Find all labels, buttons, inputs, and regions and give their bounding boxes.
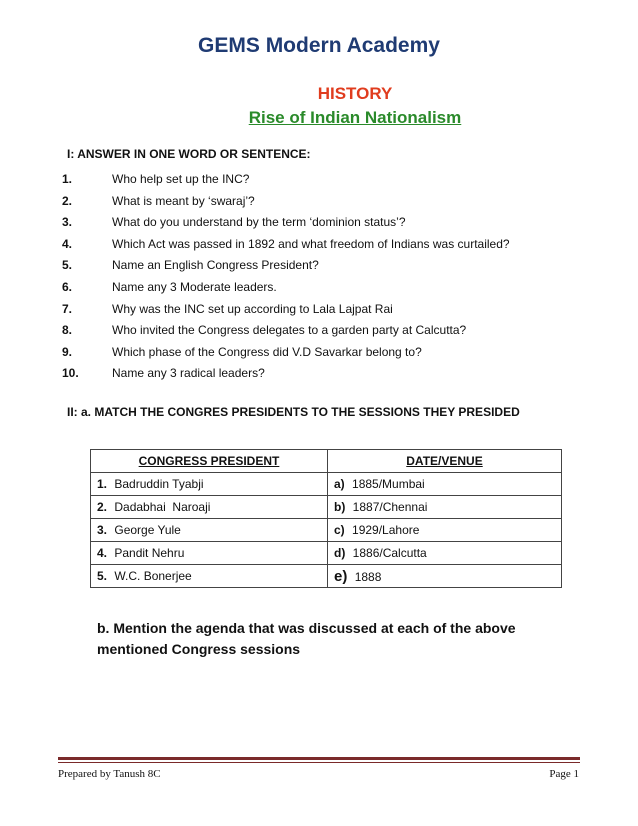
question-item xyxy=(62,258,582,280)
row-number: 3. xyxy=(97,523,108,537)
topic-title xyxy=(0,108,638,128)
question-item xyxy=(62,345,582,367)
footer-divider-thick xyxy=(58,757,580,760)
question-item xyxy=(62,323,582,345)
topic-text: Rise of Indian Nationalism xyxy=(248,108,462,127)
column-header-president: CONGRESS PRESIDENT xyxy=(91,450,328,473)
venue-text: 1886/Calcutta xyxy=(352,546,427,560)
president-cell xyxy=(91,542,328,565)
question-number: 8. xyxy=(62,323,73,338)
row-letter: b) xyxy=(334,500,346,514)
venue-text: 1885/Mumbai xyxy=(352,477,425,491)
venue-cell xyxy=(328,542,562,565)
question-item xyxy=(62,237,582,259)
venue-text: 1887/Chennai xyxy=(352,500,428,514)
president-name: George Yule xyxy=(114,523,181,537)
question-text: Name an English Congress President? xyxy=(112,258,319,273)
subject-title xyxy=(0,84,638,104)
venue-cell xyxy=(328,473,562,496)
question-text: Name any 3 radical leaders? xyxy=(112,366,265,381)
president-cell xyxy=(91,565,328,588)
president-name: Dadabhai Naroaji xyxy=(114,500,211,514)
venue-cell xyxy=(328,496,562,519)
row-letter: a) xyxy=(334,477,345,491)
footer-author: Prepared by Tanush 8C xyxy=(58,768,161,780)
question-number: 3. xyxy=(62,215,73,230)
question-item xyxy=(62,280,582,302)
question-item xyxy=(62,172,582,194)
question-number: 7. xyxy=(62,301,73,316)
president-name: Pandit Nehru xyxy=(114,546,185,560)
table-row xyxy=(91,473,562,496)
question-number: 1. xyxy=(62,172,73,186)
question-text: Who invited the Congress delegates to a garden party at Calcutta? xyxy=(112,323,467,338)
question-text: Who help set up the INC? xyxy=(112,172,250,186)
part-b-question: b. Mention the agenda that was discussed at each of the above mentioned Congress sessions xyxy=(97,620,516,657)
venue-cell xyxy=(328,565,562,588)
row-number: 4. xyxy=(97,546,108,560)
question-text: Name any 3 Moderate leaders. xyxy=(112,279,277,294)
row-letter: c) xyxy=(334,523,345,537)
footer-page-number: Page 1 xyxy=(549,768,579,780)
question-item xyxy=(62,215,582,237)
question-text: What do you understand by the term ‘dominion status’? xyxy=(112,215,406,230)
question-number: 10. xyxy=(62,366,79,381)
question-number: 4. xyxy=(62,236,73,251)
question-text: Which Act was passed in 1892 and what freedom of Indians was curtailed? xyxy=(112,236,510,251)
match-table xyxy=(90,449,562,588)
question-number: 6. xyxy=(62,279,73,294)
question-number: 2. xyxy=(62,193,73,208)
row-number: 1. xyxy=(97,477,108,491)
venue-text: 1888 xyxy=(354,569,382,584)
school-title: GEMS Modern Academy xyxy=(198,34,440,57)
row-letter: e) xyxy=(334,567,348,585)
president-cell xyxy=(91,496,328,519)
column-header-venue: DATE/VENUE xyxy=(328,450,562,473)
president-cell xyxy=(91,473,328,496)
question-number: 9. xyxy=(62,344,73,359)
question-text: What is meant by ‘swaraj’? xyxy=(112,193,255,208)
venue-cell xyxy=(328,519,562,542)
question-number: 5. xyxy=(62,258,73,273)
question-item xyxy=(62,302,582,324)
footer-divider-thin xyxy=(58,762,580,763)
table-row xyxy=(91,542,562,565)
row-number: 5. xyxy=(97,569,108,583)
table-row xyxy=(91,496,562,519)
row-number: 2. xyxy=(97,500,108,514)
venue-text: 1929/Lahore xyxy=(352,523,420,537)
table-header-row xyxy=(91,450,562,473)
question-text: Which phase of the Congress did V.D Savarkar belong to? xyxy=(112,344,422,359)
question-item xyxy=(62,366,582,388)
subject-text: HISTORY xyxy=(317,84,393,103)
question-item xyxy=(62,194,582,216)
president-name: W.C. Bonerjee xyxy=(114,569,192,583)
section2-heading: II: a. MATCH THE CONGRES PRESIDENTS TO THE SESSIONS THEY PRESIDED xyxy=(67,405,520,419)
president-cell xyxy=(91,519,328,542)
president-name: Badruddin Tyabji xyxy=(114,477,204,491)
section1-heading: I: ANSWER IN ONE WORD OR SENTENCE: xyxy=(67,147,311,161)
question-text: Why was the INC set up according to Lala Lajpat Rai xyxy=(112,301,393,316)
question-list xyxy=(62,172,582,388)
row-letter: d) xyxy=(334,546,346,560)
table-row xyxy=(91,519,562,542)
table-row xyxy=(91,565,562,588)
